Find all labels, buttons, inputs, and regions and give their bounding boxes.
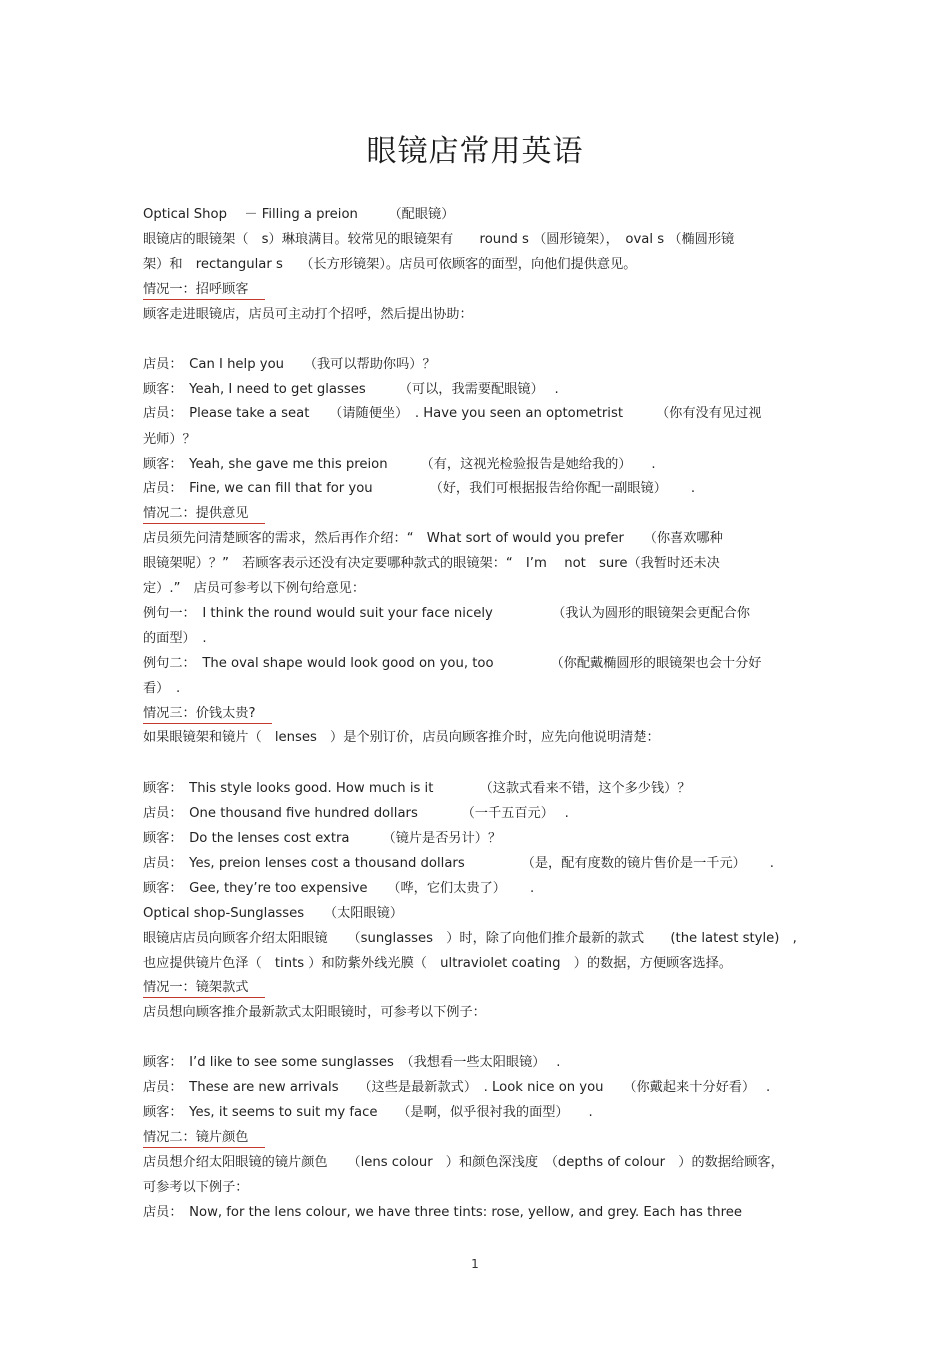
section-heading (143, 505, 803, 524)
text-line: Optical Shop － Filling a preion （配眼镜） (143, 207, 455, 222)
dialogue-line: 店员： Can I help you （我可以帮助你吗）？ (143, 357, 436, 372)
section-heading-text: 情况一：招呼顾客 (143, 281, 265, 300)
text-line: 可参考以下例子： (143, 1180, 249, 1195)
dialogue-line: 顾客： Yes, it seems to suit my face （是啊，似乎很衬我的面型） . (143, 1105, 593, 1120)
page-title: 眼镜店常用英语 (366, 134, 584, 169)
dialogue-line: 店员： These are new arrivals （这些是最新款式） . Look nice on you （你戴起来十分好看） . (143, 1080, 771, 1095)
text-line: 眼镜店的眼镜架（ s）琳琅满目。较常见的眼镜架有 round s （圆形镜架）， oval s （椭圆形镜 (143, 232, 735, 247)
dialogue-line: 顾客： Gee, they’re too expensive （哗，它们太贵了） . (143, 881, 535, 896)
dialogue-line: 店员： Fine, we can fill that for you （好，我们可根据报告给你配一副眼镜） . (143, 481, 696, 496)
text-line: 的面型） . (143, 631, 207, 646)
section-heading-text: 情况一：镜架款式 (143, 979, 265, 998)
text-line: 看） . (143, 681, 181, 696)
section-heading (143, 281, 803, 300)
text-line: Optical shop-Sunglasses （太阳眼镜） (143, 906, 404, 921)
section-heading (143, 705, 803, 724)
dialogue-line: 店员： Please take a seat （请随便坐） . Have you seen an optometrist （你有没有见过视 (143, 406, 762, 421)
dialogue-line: 顾客： Do the lenses cost extra （镜片是否另计）？ (143, 831, 502, 846)
section-heading-text: 情况二：提供意见 (143, 505, 265, 524)
dialogue-line: 店员： One thousand five hundred dollars （一千五百元） . (143, 806, 569, 821)
dialogue-line: 店员： Now, for the lens colour, we have three tints: rose, yellow, and grey. Each has three (143, 1205, 742, 1220)
text-line: 架）和 rectangular s （长方形镜架）。店员可依顾客的面型，向他们提供意见。 (143, 257, 637, 272)
dialogue-line: 顾客： Yeah, I need to get glasses （可以，我需要配眼镜） . (143, 382, 559, 397)
example-line: 例句二： The oval shape would look good on you, too （你配戴椭圆形的眼镜架也会十分好 (143, 656, 762, 671)
dialogue-line: 顾客： Yeah, she gave me this preion （有，这视光检验报告是她给我的） . (143, 457, 656, 472)
section-heading-text: 情况二：镜片颜色 (143, 1129, 265, 1148)
section-heading (143, 1129, 803, 1148)
text-line: 光师）？ (143, 432, 196, 447)
text-line: 店员想向顾客推介最新款式太阳眼镜时，可参考以下例子： (143, 1005, 486, 1020)
dialogue-line: 顾客： I’d like to see some sunglasses （我想看一些太阳眼镜） . (143, 1055, 561, 1070)
section-heading-text: 情况三：价钱太贵? (143, 705, 272, 724)
dialogue-line: 店员： Yes, preion lenses cost a thousand dollars （是，配有度数的镜片售价是一千元） . (143, 856, 774, 871)
text-line: 店员须先问清楚顾客的需求，然后再作介绍：“ What sort of would you prefer （你喜欢哪种 (143, 531, 723, 546)
text-line: 如果眼镜架和镜片（ lenses ）是个别订价，店员向顾客推介时，应先向他说明清楚： (143, 730, 660, 745)
text-line: 眼镜架呢）？” 若顾客表示还没有决定要哪种款式的眼镜架：“ I’m not sure（我暂时还未决 (143, 556, 720, 571)
example-line: 例句一： I think the round would suit your face nicely （我认为圆形的眼镜架会更配合你 (143, 606, 750, 621)
section-heading (143, 979, 803, 998)
text-line: 也应提供镜片色泽（ tints ）和防紫外线光膜（ ultraviolet coating ）的数据，方便顾客选择。 (143, 956, 732, 971)
text-line: 定）.” 店员可参考以下例句给意见： (143, 581, 366, 596)
dialogue-line: 顾客： This style looks good. How much is it （这款式看来不错，这个多少钱）？ (143, 781, 691, 796)
text-line: 眼镜店店员向顾客介绍太阳眼镜 （sunglasses ）时，除了向他们推介最新的款式 (the latest style) , (143, 931, 797, 946)
text-line: 店员想介绍太阳眼镜的镜片颜色 （lens colour ）和颜色深浅度 （depths of colour ）的数据给顾客， (143, 1155, 784, 1170)
page-number: 1 (471, 1257, 479, 1271)
text-line: 顾客走进眼镜店，店员可主动打个招呼，然后提出协助： (143, 307, 473, 322)
